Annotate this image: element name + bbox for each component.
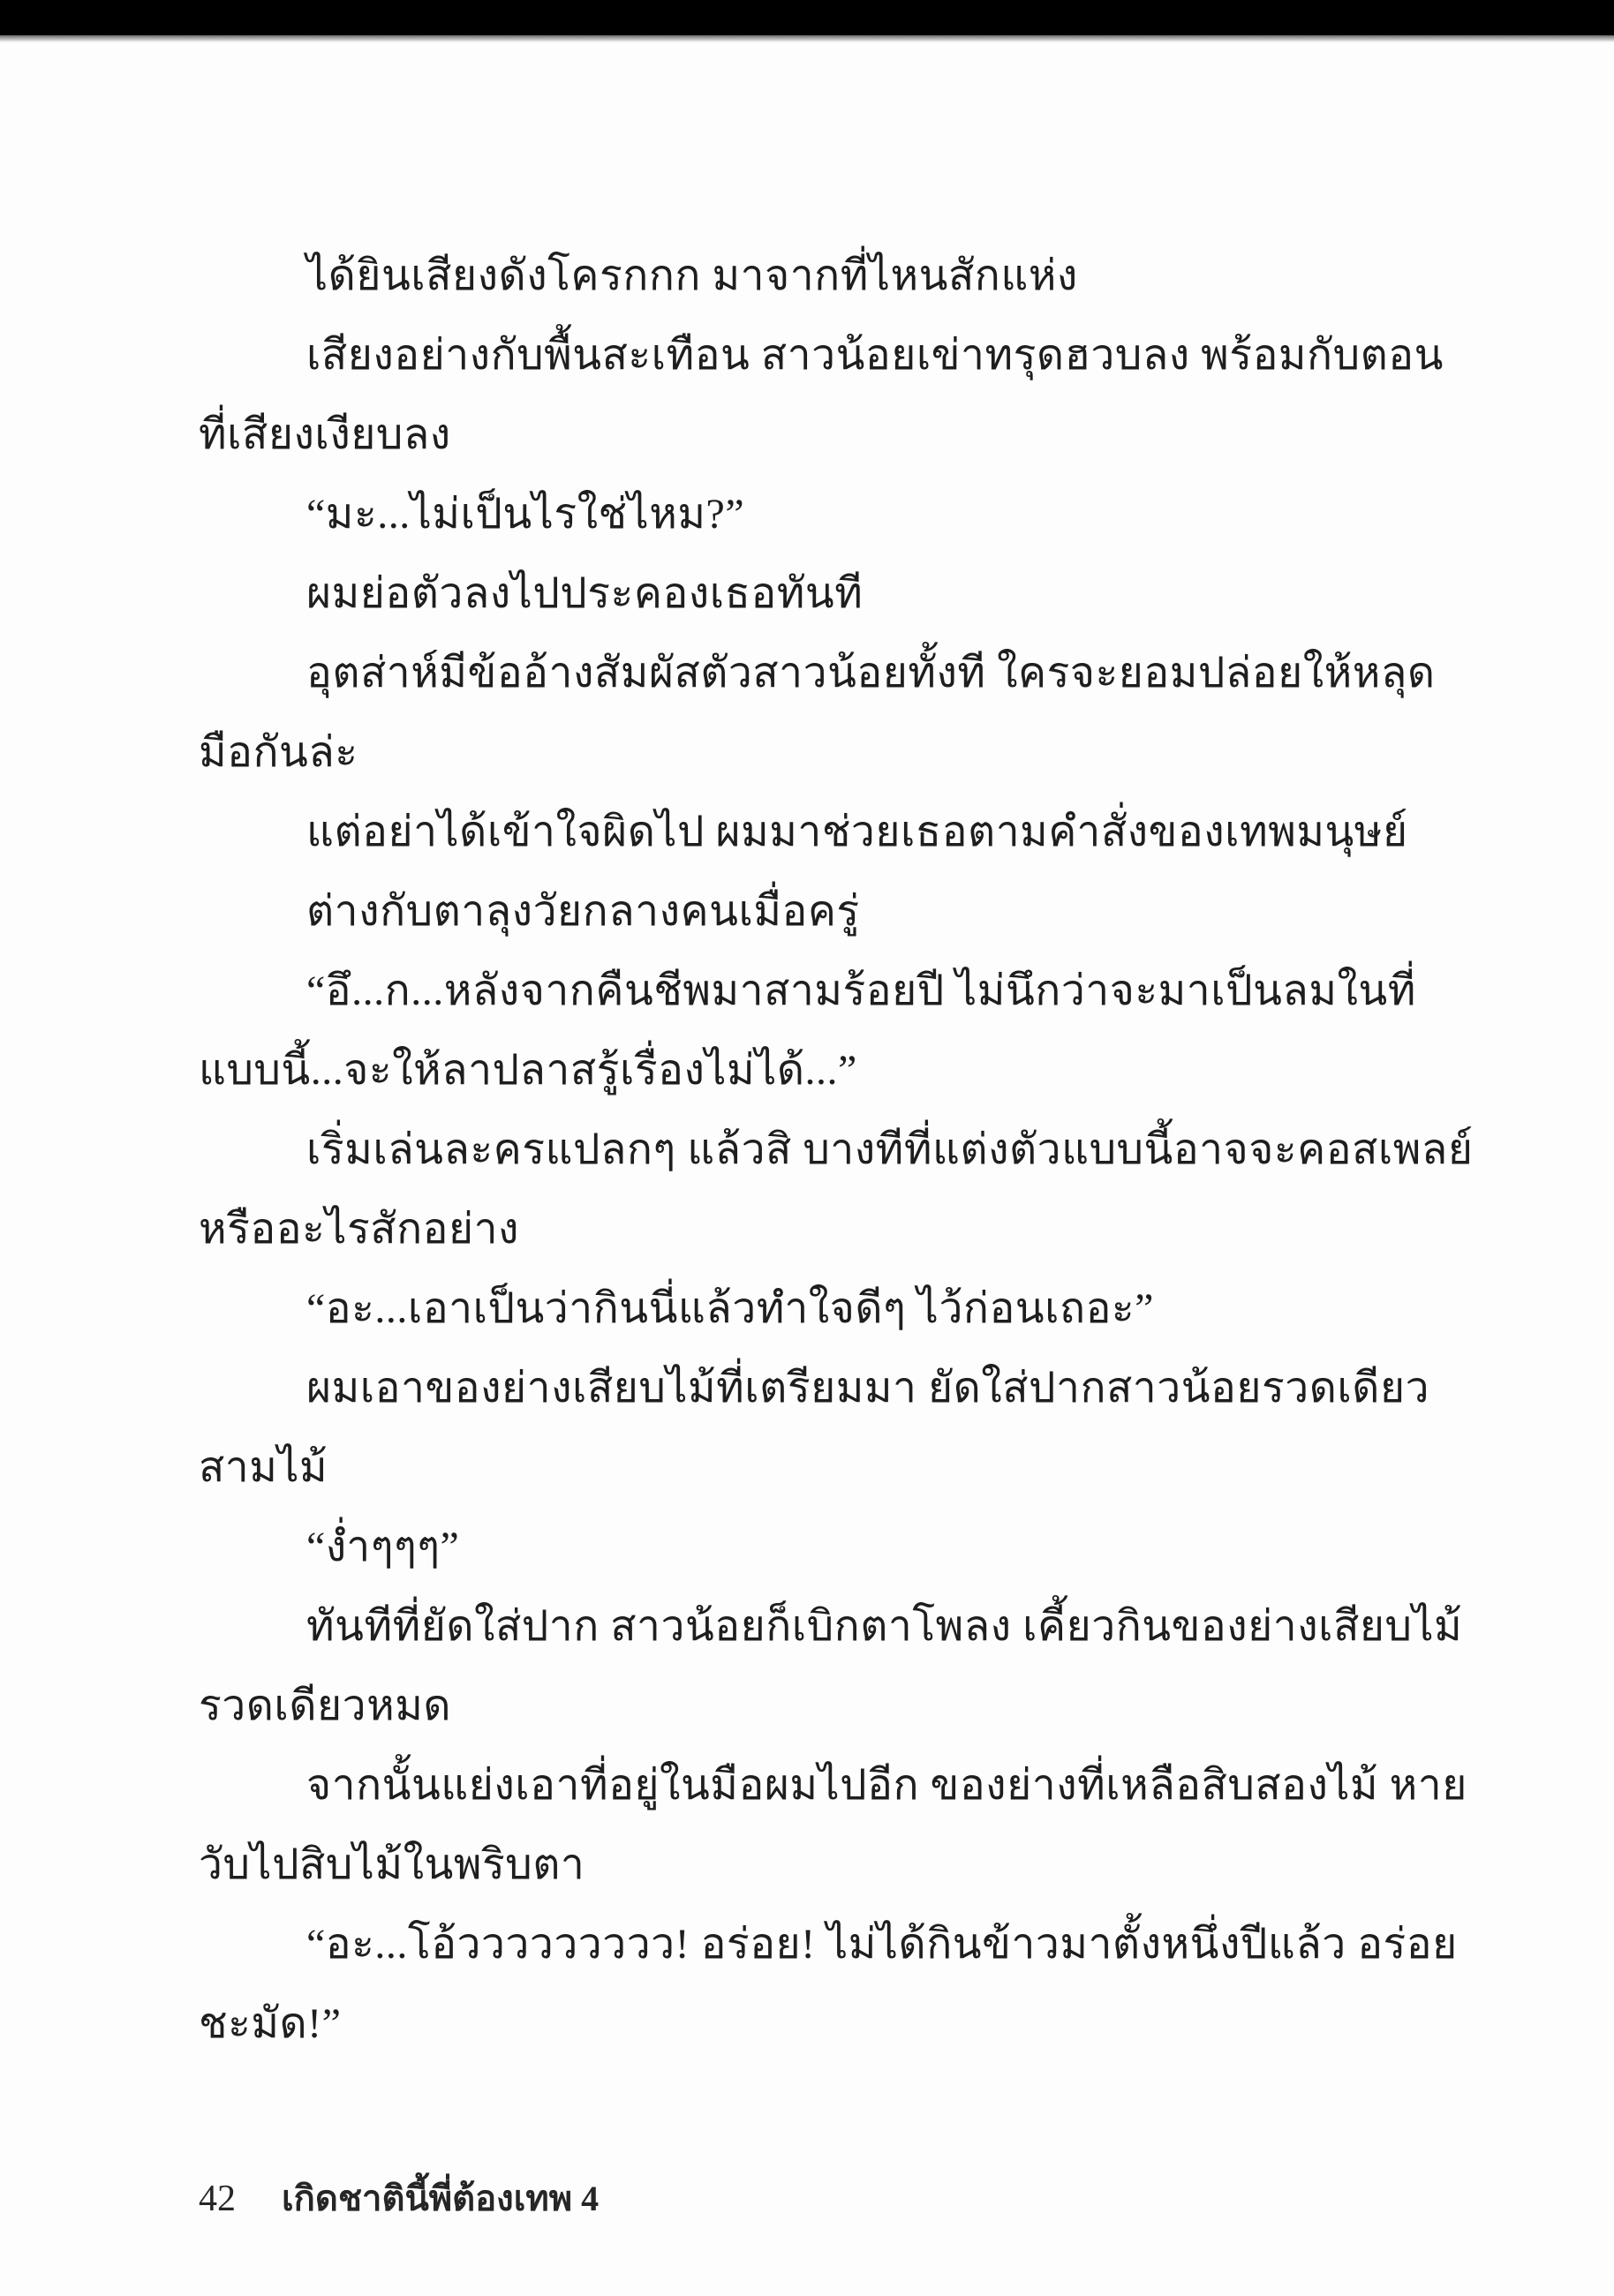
text-line: “ง่ำๆๆๆ” [306,1524,460,1570]
body-text [199,237,1474,2064]
page-number: 42 [199,2179,236,2219]
text-line: ต่างกับตาลุงวัยกลางคนเมื่อครู่ [306,888,860,935]
text-line: ผมเอาของย่างเสียบไม้ที่เตรียมมา ยัดใส่ปากสาวน้อยรวดเดียว [306,1365,1430,1411]
text-line: เริ่มเล่นละครแปลกๆ แล้วสิ บางทีที่แต่งตัวแบบนี้อาจจะคอสเพลย์ [306,1126,1474,1173]
top-bar-shadow [0,35,1614,42]
text-line: แบบนี้...จะให้ลาปลาสรู้เรื่องไม่ได้...” [199,1047,857,1094]
text-line: “อึ...ก...หลังจากคืนชีพมาสามร้อยปี ไม่นึกว่าจะมาเป็นลมในที่ [306,967,1416,1014]
text-line: ทันทีที่ยัดใส่ปาก สาวน้อยก็เบิกตาโพลง เคี้ยวกินของย่างเสียบไม้ [306,1603,1463,1650]
text-line: มือกันล่ะ [199,729,358,776]
text-line: รวดเดียวหมด [199,1682,452,1729]
text-line: แต่อย่าได้เข้าใจผิดไป ผมมาช่วยเธอตามคำสั่งของเทพมนุษย์ [306,809,1408,855]
text-line: “มะ...ไม่เป็นไรใช่ไหม?” [306,491,745,538]
text-line: ผมย่อตัวลงไปประคองเธอทันที [306,570,864,617]
text-line: ชะมัด!” [199,2000,342,2047]
text-line: วับไปสิบไม้ในพริบตา [199,1841,585,1888]
page-footer [199,2170,599,2226]
top-bar [0,0,1614,35]
text-line: เสียงอย่างกับพื้นสะเทือน สาวน้อยเข่าทรุดฮวบลง พร้อมกับตอน [306,332,1444,379]
text-line: สามไม้ [199,1444,328,1491]
text-line: อุตส่าห์มีข้ออ้างสัมผัสตัวสาวน้อยทั้งที ใครจะยอมปล่อยให้หลุด [306,650,1436,696]
text-line: ได้ยินเสียงดังโครกกก มาจากที่ไหนสักแห่ง [306,252,1078,299]
text-line: หรืออะไรสักอย่าง [199,1206,519,1253]
text-line: ที่เสียงเงียบลง [199,411,451,458]
text-line: “อะ...เอาเป็นว่ากินนี่แล้วทำใจดีๆ ไว้ก่อนเถอะ” [306,1285,1154,1332]
book-title: เกิดชาตินี้พี่ต้องเทพ 4 [282,2179,600,2218]
text-line: จากนั้นแย่งเอาที่อยู่ในมือผมไปอีก ของย่างที่เหลือสิบสองไม้ หาย [306,1762,1467,1809]
text-line: “อะ...โอ้ววววววววว! อร่อย! ไม่ได้กินข้าวมาตั้งหนึ่งปีแล้ว อร่อย [306,1921,1458,1968]
